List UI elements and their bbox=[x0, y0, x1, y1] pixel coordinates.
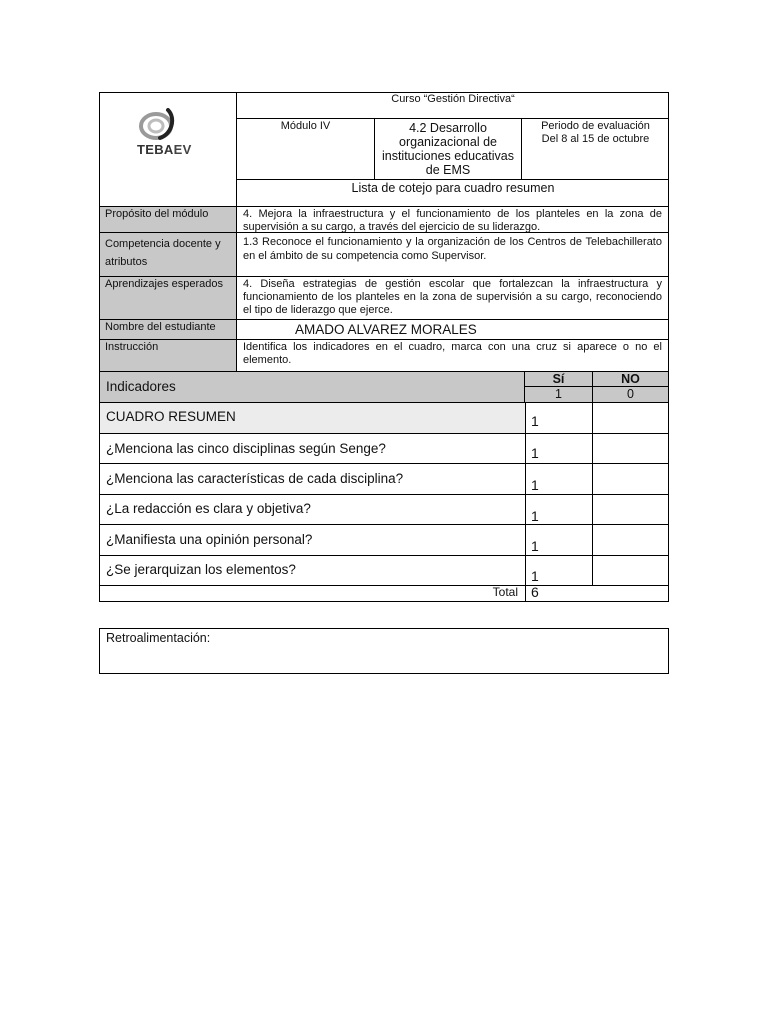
yes-value: 1 bbox=[531, 477, 539, 493]
logo-wordmark: TEBAEV bbox=[137, 142, 192, 157]
yes-cell[interactable] bbox=[525, 434, 593, 463]
table-row bbox=[100, 403, 668, 434]
yes-cell[interactable] bbox=[525, 525, 593, 555]
table-row bbox=[100, 464, 668, 495]
info-value-student: AMADO ALVAREZ MORALES bbox=[237, 320, 668, 340]
no-header-label: NO bbox=[593, 372, 668, 387]
info-value-instruction: Identifica los indicadores en el cuadro, marca con una cruz si aparece o no el elemento. bbox=[243, 341, 662, 366]
yes-value: 1 bbox=[531, 568, 539, 584]
course-title: Curso “Gestión Directiva“ bbox=[237, 92, 669, 119]
no-cell[interactable] bbox=[593, 464, 668, 494]
no-header bbox=[593, 372, 668, 403]
period-label: Periodo de evaluación bbox=[541, 120, 650, 132]
no-cell[interactable] bbox=[593, 495, 668, 524]
no-cell[interactable] bbox=[593, 434, 668, 463]
checklist-title: Lista de cotejo para cuadro resumen bbox=[237, 179, 669, 207]
total-label: Total bbox=[492, 585, 518, 599]
yes-cell[interactable] bbox=[525, 556, 593, 585]
info-label-instruction: Instrucción bbox=[100, 340, 237, 371]
yes-value: 1 bbox=[531, 445, 539, 461]
indicator-label: ¿Manifiesta una opinión personal? bbox=[106, 532, 313, 547]
period-dates: Del 8 al 15 de octubre bbox=[541, 133, 650, 145]
info-label-learning: Aprendizajes esperados bbox=[100, 277, 237, 320]
feedback-box[interactable] bbox=[99, 628, 669, 674]
table-row bbox=[100, 556, 668, 586]
total-value-cell bbox=[525, 585, 593, 601]
indicator-label: ¿Menciona las cinco disciplinas según Senge? bbox=[106, 441, 386, 456]
feedback-label: Retroalimentación: bbox=[106, 631, 211, 645]
yes-header bbox=[525, 372, 593, 403]
indicator-label: ¿La redacción es clara y objetiva? bbox=[106, 501, 311, 516]
yes-value: 1 bbox=[531, 413, 539, 429]
no-cell[interactable] bbox=[593, 525, 668, 555]
info-label-competence: Competencia docente y atributos bbox=[100, 233, 237, 277]
yes-value: 1 bbox=[531, 508, 539, 524]
total-value: 6 bbox=[531, 584, 539, 600]
table-row bbox=[100, 525, 668, 556]
info-label-purpose: Propósito del módulo bbox=[100, 207, 237, 233]
indicators-header: Indicadores bbox=[100, 372, 525, 403]
tebaev-logo-icon bbox=[136, 108, 184, 142]
yes-value: 1 bbox=[531, 538, 539, 554]
indicator-label: CUADRO RESUMEN bbox=[106, 409, 236, 424]
yes-header-label: Sí bbox=[525, 372, 592, 387]
info-label-student: Nombre del estudiante bbox=[100, 320, 237, 340]
module-label: Módulo IV bbox=[237, 119, 375, 180]
topic-label: 4.2 Desarrollo organizacional de instituciones educativas de EMS bbox=[375, 119, 522, 180]
table-row bbox=[100, 434, 668, 464]
indicator-label: ¿Menciona las características de cada disciplina? bbox=[106, 471, 404, 486]
no-cell[interactable] bbox=[593, 403, 668, 433]
yes-cell[interactable] bbox=[525, 464, 593, 494]
info-value-competence: 1.3 Reconoce el funcionamiento y la organización de los Centros de Telebachillerato en el ámbito de su competencia como Supervisor. bbox=[237, 233, 668, 277]
no-cell[interactable] bbox=[593, 556, 668, 585]
info-value-learning: 4. Diseña estrategias de gestión escolar que fortalezcan la infraestructura y funcionamiento de los planteles en la zona de supervisión a su cargo, reconociendo el tipo de liderazgo que ejerce. bbox=[237, 277, 668, 320]
logo-cell bbox=[99, 92, 237, 207]
yes-header-value: 1 bbox=[555, 387, 562, 401]
indicator-label: ¿Se jerarquizan los elementos? bbox=[106, 562, 296, 577]
yes-cell[interactable] bbox=[525, 403, 593, 433]
evaluation-period bbox=[522, 119, 669, 180]
no-header-value: 0 bbox=[627, 387, 634, 401]
info-value-purpose: 4. Mejora la infraestructura y el funcionamiento de los planteles en la zona de supervisión a su cargo, a través del ejercicio de su liderazgo. bbox=[237, 207, 668, 233]
table-row bbox=[100, 495, 668, 525]
total-row bbox=[100, 586, 668, 601]
yes-cell[interactable] bbox=[525, 495, 593, 524]
